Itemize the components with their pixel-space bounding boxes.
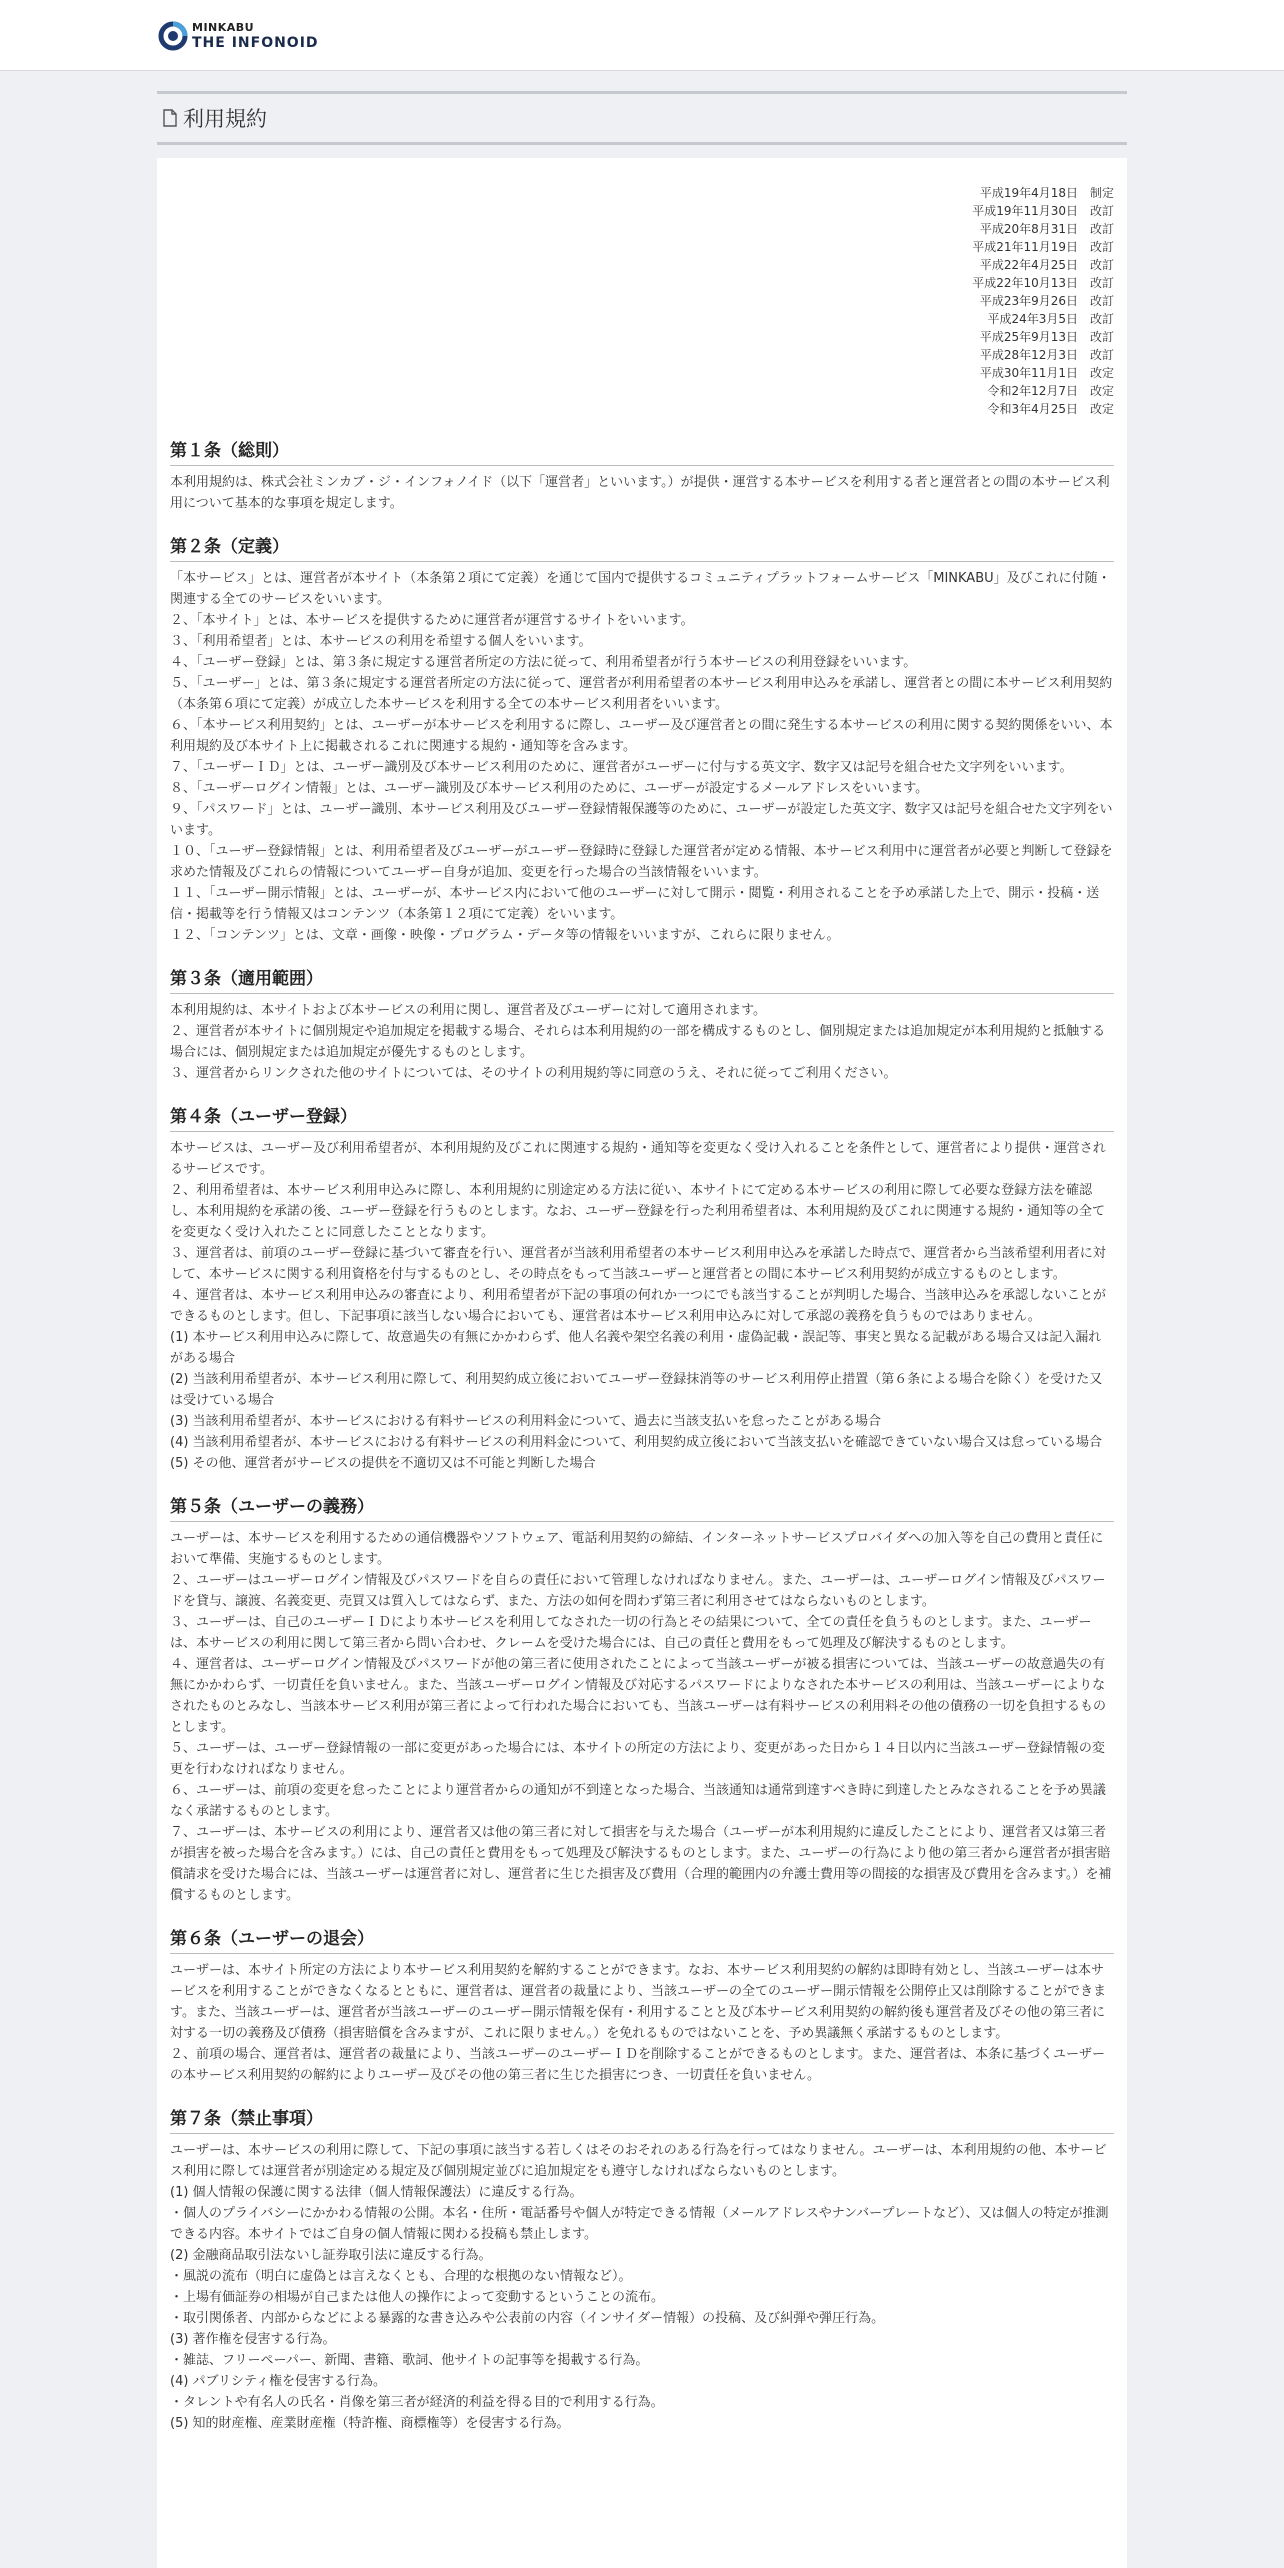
site-header: [0, 0, 1284, 71]
article-title: 第４条（ユーザー登録）: [170, 1102, 1114, 1132]
article-paragraph: ５、「ユーザー」とは、第３条に規定する運営者所定の方法に従って、運営者が利用希望者の本サービス利用申込みを承諾し、運営者との間に本サービス利用契約（本条第６項にて定義）が成立した本サービスを利用する全ての本サービス利用者をいいます。: [170, 676, 1113, 712]
revision-kind: 改訂: [1089, 258, 1114, 272]
revision-date: 平成19年4月18日: [979, 186, 1078, 200]
article-paragraph: ２、「本サイト」とは、本サービスを提供するために運営者が運営するサイトをいいます。: [170, 613, 694, 628]
revision-kind: 制定: [1089, 186, 1114, 200]
article-section: [170, 1924, 1114, 2086]
article-paragraph: (4) 当該利用希望者が、本サービスにおける有料サービスの利用料金について、利用契約成立後において当該支払いを確認できていない場合又は怠っている場合: [170, 1435, 1103, 1450]
article-paragraph: ３、運営者は、前項のユーザー登録に基づいて審査を行い、運営者が当該利用希望者の本サービス利用申込みを承諾した時点で、運営者から当該希望利用者に対して、本サービスに関する利用資格を付与するものとし、その時点をもって当該ユーザーと運営者との間に本サービス利用契約が成立するものとします。: [170, 1246, 1106, 1282]
revision-date: 平成23年9月26日: [979, 294, 1078, 308]
article-paragraph: ７、ユーザーは、本サービスの利用により、運営者又は他の第三者に対して損害を与えた場合（ユーザーが本利用規約に違反したことにより、運営者又は第三者が損害を被った場合を含みます。）には、自己の責任と費用をもって処理及び解決するものとします。また、ユーザーの行為により他の第三者から運営者が損害賠償請求を受けた場合には、当該ユーザーは運営者に対し、運営者に生じた損害及び費用（合理的範囲内の弁護士費用等の間接的な損害及び費用を含みます。）を補償するものとします。: [170, 1825, 1112, 1903]
article-paragraph: ５、ユーザーは、ユーザー登録情報の一部に変更があった場合には、本サイトの所定の方法により、変更があった日から１４日以内に当該ユーザー登録情報の変更を行わなければなりません。: [170, 1741, 1105, 1777]
article-paragraph: ３、「利用希望者」とは、本サービスの利用を希望する個人をいいます。: [170, 634, 592, 649]
revision-row: [170, 346, 1114, 364]
article-paragraph: ４、「ユーザー登録」とは、第３条に規定する運営者所定の方法に従って、利用希望者が行う本サービスの利用登録をいいます。: [170, 655, 917, 670]
article-paragraph: ・タレントや有名人の氏名・肖像を第三者が経済的利益を得る目的で利用する行為。: [170, 2395, 664, 2410]
article-paragraph: 本サービスは、ユーザー及び利用希望者が、本利用規約及びこれに関連する規約・通知等を変更なく受け入れることを条件として、運営者により提供・運営されるサービスです。: [170, 1141, 1106, 1177]
article-paragraph: ユーザーは、本サービスを利用するための通信機器やソフトウェア、電話利用契約の締結、インターネットサービスプロバイダへの加入等を自己の費用と責任において準備、実施するものとします。: [170, 1531, 1104, 1567]
revision-row: [170, 184, 1114, 202]
revision-kind: 改定: [1089, 384, 1114, 398]
article-paragraph: ３、運営者からリンクされた他のサイトについては、そのサイトの利用規約等に同意のうえ、それに従ってご利用ください。: [170, 1066, 897, 1081]
article-paragraph: 本利用規約は、株式会社ミンカブ・ジ・インフォノイド（以下「運営者」といいます。）が提供・運営する本サービスを利用する者と運営者との間の本サービス利用について基本的な事項を規定します。: [170, 475, 1110, 511]
page-title: 利用規約: [183, 107, 267, 131]
revision-history: [170, 184, 1114, 418]
article-paragraph: ４、運営者は、本サービス利用申込みの審査により、利用希望者が下記の事項の何れか一つにでも該当することが判明した場合、当該申込みを承認しないことができるものとします。但し、下記事項に該当しない場合においても、運営者は本サービス利用申込みに対して承認の義務を負うものではありません。: [170, 1288, 1107, 1324]
article-paragraph: ７、「ユーザーＩＤ」とは、ユーザー識別及び本サービス利用のために、運営者がユーザーに付与する英文字、数字又は記号を組合せた文字列をいいます。: [170, 760, 1073, 775]
article-paragraph: ・風説の流布（明白に虚偽とは言えなくとも、合理的な根拠のない情報など）。: [170, 2269, 632, 2284]
article-paragraph: ２、ユーザーはユーザーログイン情報及びパスワードを自らの責任において管理しなければなりません。また、ユーザーは、ユーザーログイン情報及びパスワードを貸与、譲渡、名義変更、売買又は質入してはならず、また、方法の如何を問わず第三者に利用させてはならないものとします。: [170, 1573, 1106, 1609]
article-paragraph: ６、ユーザーは、前項の変更を怠ったことにより運営者からの通知が不到達となった場合、当該通知は通常到達すべき時に到達したとみなされることを予め異議なく承諾するものとします。: [170, 1783, 1106, 1819]
revision-date: 令和3年4月25日: [987, 402, 1078, 416]
logo-bottom-text: THE INFONOID: [192, 35, 319, 51]
article-paragraph: ・上場有価証券の相場が自己または他人の操作によって変動するということの流布。: [170, 2290, 665, 2305]
article-paragraph: ６、「本サービス利用契約」とは、ユーザーが本サービスを利用するに際し、ユーザー及び運営者との間に発生する本サービスの利用に関する契約関係をいい、本利用規約及び本サイト上に掲載されるこれに関連する規約・通知等を含みます。: [170, 718, 1113, 754]
article-paragraph: ２、前項の場合、運営者は、運営者の裁量により、当該ユーザーのユーザーＩＤを削除することができるものとします。また、運営者は、本条に基づくユーザーの本サービス利用契約の解約によりユーザー及びその他の第三者に生じた損害につき、一切責任を負いません。: [170, 2047, 1105, 2083]
article-paragraph: (1) 本サービス利用申込みに際して、故意過失の有無にかかわらず、他人名義や架空名義の利用・虚偽記載・誤記等、事実と異なる記載がある場合又は記入漏れがある場合: [170, 1330, 1102, 1366]
revision-kind: 改定: [1089, 402, 1114, 416]
articles-list: [170, 436, 1114, 2434]
revision-date: 平成20年8月31日: [979, 222, 1078, 236]
article-paragraph: (5) 知的財産権、産業財産権（特許権、商標権等）を侵害する行為。: [170, 2416, 570, 2431]
revision-date: 平成24年3月5日: [987, 312, 1078, 326]
revision-row: [170, 238, 1114, 256]
revision-date: 平成19年11月30日: [972, 204, 1078, 218]
revision-row: [170, 400, 1114, 418]
revision-row: [170, 328, 1114, 346]
revision-kind: 改定: [1089, 366, 1114, 380]
revision-row: [170, 256, 1114, 274]
logo-top-text: MINKABU: [192, 21, 255, 34]
article-paragraph: (3) 当該利用希望者が、本サービスにおける有料サービスの利用料金について、過去に当該支払いを怠ったことがある場合: [170, 1414, 882, 1429]
article-title: 第５条（ユーザーの義務）: [170, 1492, 1114, 1522]
article-paragraph: ９、「パスワード」とは、ユーザー識別、本サービス利用及びユーザー登録情報保護等のために、ユーザーが設定した英文字、数字又は記号を組合せた文字列をいいます。: [170, 802, 1113, 838]
revision-date: 平成21年11月19日: [972, 240, 1078, 254]
article-title: 第７条（禁止事項）: [170, 2104, 1114, 2134]
article-paragraph: (4) パブリシティ権を侵害する行為。: [170, 2374, 386, 2389]
revision-kind: 改訂: [1089, 330, 1114, 344]
revision-row: [170, 202, 1114, 220]
article-paragraph: ２、運営者が本サイトに個別規定や追加規定を掲載する場合、それらは本利用規約の一部を構成するものとし、個別規定または追加規定が本利用規約と抵触する場合には、個別規定または追加規定が優先するものとします。: [170, 1024, 1106, 1060]
revision-row: [170, 310, 1114, 328]
article-paragraph: ・取引関係者、内部からなどによる暴露的な書き込みや公表前の内容（インサイダー情報）の投稿、及び糾弾や弾圧行為。: [170, 2311, 885, 2326]
article-section: [170, 1102, 1114, 1474]
article-paragraph: (1) 個人情報の保護に関する法律（個人情報保護法）に違反する行為。: [170, 2185, 583, 2200]
document-icon: [163, 109, 177, 127]
article-paragraph: ３、ユーザーは、自己のユーザーＩＤにより本サービスを利用してなされた一切の行為とその結果について、全ての責任を負うものとします。また、ユーザーは、本サービスの利用に関して第三者から問い合わせ、クレームを受けた場合には、自己の責任と費用をもって処理及び解決するものとします。: [170, 1615, 1092, 1651]
article-paragraph: ２、利用希望者は、本サービス利用申込みに際し、本利用規約に別途定める方法に従い、本サイトにて定める本サービスの利用に際して必要な登録方法を確認し、本利用規約を承諾の後、ユーザー登録を行うものとします。なお、ユーザー登録を行った利用希望者は、本利用規約及びこれに関連する規約・通知等の全てを変更なく受け入れたことに同意したこととなります。: [170, 1183, 1105, 1240]
article-paragraph: (2) 当該利用希望者が、本サービス利用に際して、利用契約成立後においてユーザー登録抹消等のサービス利用停止措置（第６条による場合を除く）を受けた又は受けている場合: [170, 1372, 1103, 1408]
article-paragraph: ４、運営者は、ユーザーログイン情報及びパスワードが他の第三者に使用されたことによって当該ユーザーが被る損害については、当該ユーザーの故意過失の有無にかかわらず、一切責任を負いません。また、当該ユーザーログイン情報及び対応するパスワードによりなされた本サービスの利用は、当該ユーザーによりなされたものとみなし、当該本サービス利用が第三者によって行われた場合においても、当該ユーザーは有料サービスの利用料その他の債務の一切を負担するものとします。: [170, 1657, 1107, 1735]
terms-content: [157, 158, 1127, 2568]
article-paragraph: １１、「ユーザー開示情報」とは、ユーザーが、本サービス内において他のユーザーに対して開示・閲覧・利用されることを予め承諾した上で、開示・投稿・送信・掲載等を行う情報又はコンテンツ（本条第１２項にて定義）をいいます。: [170, 886, 1100, 922]
article-paragraph: 「本サービス」とは、運営者が本サイト（本条第２項にて定義）を通じて国内で提供するコミュニティプラットフォームサービス「MINKABU」及びこれに付随・関連する全てのサービスをいいます。: [170, 571, 1111, 607]
revision-row: [170, 382, 1114, 400]
revision-date: 平成25年9月13日: [979, 330, 1078, 344]
revision-kind: 改訂: [1089, 222, 1114, 236]
revision-date: 平成30年11月1日: [979, 366, 1078, 380]
revision-kind: 改訂: [1089, 204, 1114, 218]
revision-row: [170, 292, 1114, 310]
article-paragraph: １２、「コンテンツ」とは、文章・画像・映像・プログラム・データ等の情報をいいますが、これらに限りません。: [170, 928, 840, 943]
article-title: 第６条（ユーザーの退会）: [170, 1924, 1114, 1954]
revision-row: [170, 364, 1114, 382]
article-paragraph: １０、「ユーザー登録情報」とは、利用希望者及びユーザーがユーザー登録時に登録した運営者が定める情報、本サービス利用中に運営者が必要と判断して登録を求めた情報及びこれらの情報についてユーザー自身が追加、変更を行った場合の当該情報をいいます。: [170, 844, 1113, 880]
article-paragraph: 本利用規約は、本サイトおよび本サービスの利用に関し、運営者及びユーザーに対して適用されます。: [170, 1003, 767, 1018]
article-paragraph: ユーザーは、本サービスの利用に際して、下記の事項に該当する若しくはそのおそれのある行為を行ってはなりません。ユーザーは、本利用規約の他、本サービス利用に際しては運営者が別途定める規定及び個別規定並びに追加規定をも遵守しなければならないものとします。: [170, 2143, 1107, 2179]
article-section: [170, 532, 1114, 946]
revision-date: 平成22年10月13日: [972, 276, 1078, 290]
revision-date: 令和2年12月7日: [987, 384, 1078, 398]
article-paragraph: ８、「ユーザーログイン情報」とは、ユーザー識別及び本サービス利用のために、ユーザーが設定するメールアドレスをいいます。: [170, 781, 929, 796]
revision-kind: 改訂: [1089, 348, 1114, 362]
article-paragraph: ・雑誌、フリーペーパー、新聞、書籍、歌詞、他サイトの記事等を掲載する行為。: [170, 2353, 649, 2368]
revision-date: 平成28年12月3日: [979, 348, 1078, 362]
article-paragraph: (3) 著作権を侵害する行為。: [170, 2332, 336, 2347]
site-logo[interactable]: [158, 20, 319, 52]
revision-date: 平成22年4月25日: [979, 258, 1078, 272]
article-paragraph: ・個人のプライバシーにかかわる情報の公開。本名・住所・電話番号や個人が特定できる情報（メールアドレスやナンバープレートなど）、又は個人の特定が推測できる内容。本サイトではご自身の個人情報に関わる投稿も禁止します。: [170, 2206, 1109, 2242]
revision-kind: 改訂: [1089, 240, 1114, 254]
article-section: [170, 1492, 1114, 1906]
article-paragraph: (5) その他、運営者がサービスの提供を不適切又は不可能と判断した場合: [170, 1456, 596, 1471]
article-paragraph: (2) 金融商品取引法ないし証券取引法に違反する行為。: [170, 2248, 492, 2263]
page-title-bar: [157, 91, 1127, 145]
article-title: 第１条（総則）: [170, 436, 1114, 466]
article-title: 第３条（適用範囲）: [170, 964, 1114, 994]
revision-row: [170, 274, 1114, 292]
article-section: [170, 2104, 1114, 2434]
logo-mark-icon: [158, 21, 188, 51]
revision-row: [170, 220, 1114, 238]
revision-kind: 改訂: [1089, 294, 1114, 308]
revision-kind: 改訂: [1089, 312, 1114, 326]
article-title: 第２条（定義）: [170, 532, 1114, 562]
article-paragraph: ユーザーは、本サイト所定の方法により本サービス利用契約を解約することができます。なお、本サービス利用契約の解約は即時有効とし、当該ユーザーは本サービスを利用することができなくなるとともに、運営者は、運営者の裁量により、当該ユーザーの全てのユーザー開示情報を公開停止又は削除することができます。また、当該ユーザーは、運営者が当該ユーザーのユーザー開示情報を保有・利用することと及び本サービス利用契約の解約後も運営者及びその他の第三者に対する一切の義務及び債務（損害賠償を含みますが、これに限りません。）を免れるものではないことを、予め異議無く承諾するものとします。: [170, 1963, 1107, 2041]
revision-kind: 改訂: [1089, 276, 1114, 290]
article-section: [170, 436, 1114, 514]
article-section: [170, 964, 1114, 1084]
